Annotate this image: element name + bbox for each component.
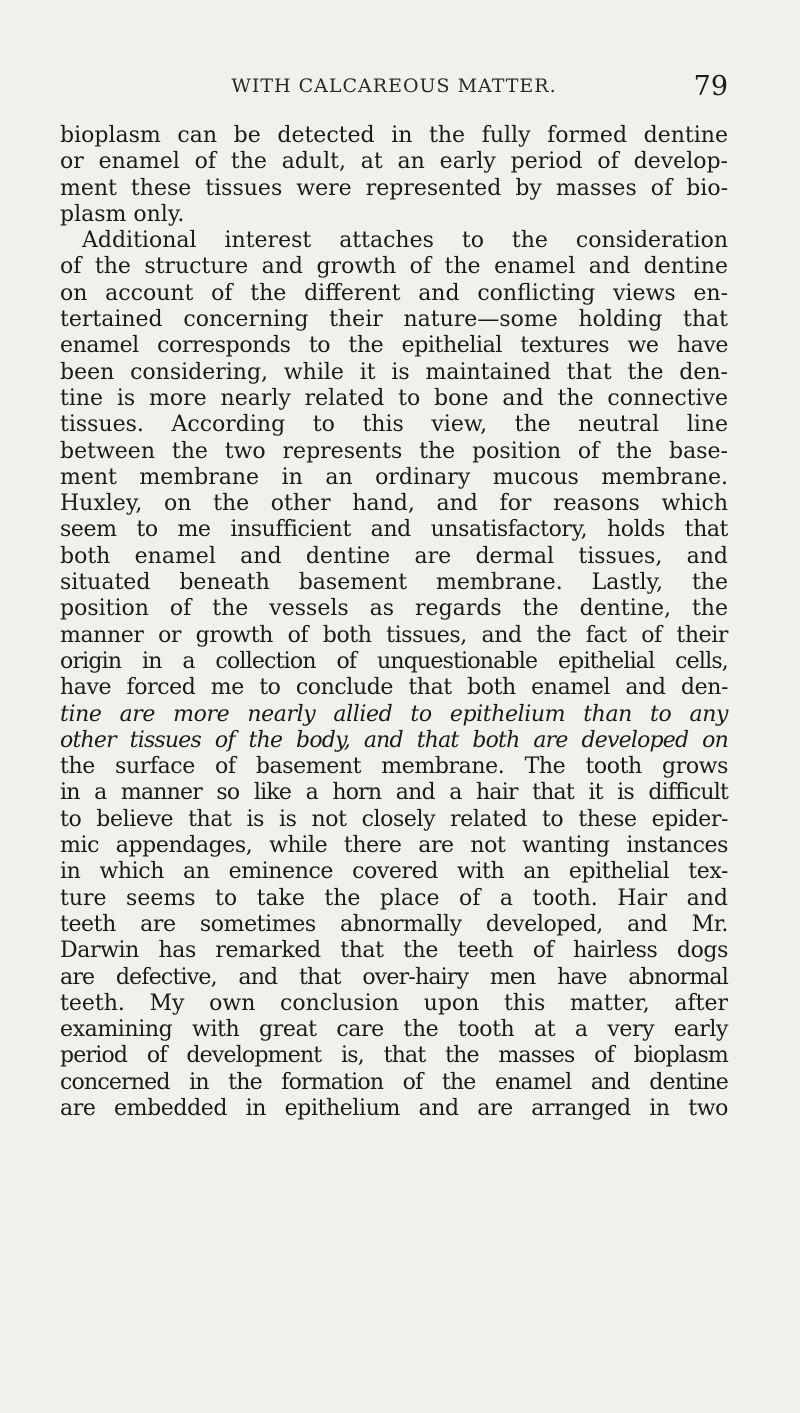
text-line: period of development is, that the masses of bioplasm bbox=[60, 1043, 728, 1069]
text-line: are defective, and that over-hairy men have abnormal bbox=[60, 964, 728, 990]
text-line: mic appendages, while there are not wanting instances bbox=[60, 833, 728, 859]
text-line: on account of the different and conflicting views en- bbox=[60, 280, 728, 306]
text-line: in which an eminence covered with an epithelial tex- bbox=[60, 859, 728, 885]
text-line: are embedded in epithelium and are arranged in two bbox=[60, 1095, 728, 1121]
text-line: position of the vessels as regards the dentine, the bbox=[60, 596, 728, 622]
running-head: WITH CALCAREOUS MATTER. bbox=[231, 75, 557, 97]
text-line: Darwin has remarked that the teeth of hairless dogs bbox=[60, 938, 728, 964]
text-line: enamel corresponds to the epithelial textures we have bbox=[60, 333, 728, 359]
text-line: the surface of basement membrane. The tooth grows bbox=[60, 754, 728, 780]
text-line: bioplasm can be detected in the fully formed dentine bbox=[60, 123, 728, 148]
text-line: plasm only. bbox=[60, 201, 185, 227]
text-line: or enamel of the adult, at an early period of develop- bbox=[60, 149, 728, 175]
text-line: seem to me insufficient and unsatisfactory, holds that bbox=[60, 517, 728, 543]
text-line: of the structure and growth of the enamel and dentine bbox=[60, 254, 728, 280]
text-line: origin in a collection of unquestionable epithelial cells, bbox=[60, 648, 728, 674]
text-line: tissues. According to this view, the neutral line bbox=[60, 412, 728, 438]
text-line: in a manner so like a horn and a hair that it is difficult bbox=[60, 780, 728, 806]
text-line: ture seems to take the place of a tooth. Hair and bbox=[60, 885, 728, 911]
text-line: manner or growth of both tissues, and the fact of their bbox=[60, 622, 728, 648]
page-header bbox=[60, 71, 728, 115]
text-line: other tissues of the body, and that both are developed on bbox=[60, 727, 728, 753]
text-line: to believe that is is not closely related to these epider- bbox=[60, 806, 728, 832]
text-line: between the two represents the position of the base- bbox=[60, 438, 728, 464]
paragraph-start-line: Additional interest attaches to the consideration bbox=[82, 228, 728, 254]
text-line: examining with great care the tooth at a very early bbox=[60, 1017, 728, 1043]
text-line: teeth are sometimes abnormally developed, and Mr. bbox=[60, 911, 728, 937]
page-number: 79 bbox=[693, 71, 728, 102]
text-line: tertained concerning their nature—some holding that bbox=[60, 307, 728, 333]
text-line: tine are more nearly allied to epithelium than to any bbox=[60, 701, 728, 727]
body-text bbox=[60, 123, 728, 1122]
text-line: tine is more nearly related to bone and the connective bbox=[60, 385, 728, 411]
text-line: situated beneath basement membrane. Lastly, the bbox=[60, 570, 728, 596]
text-line: concerned in the formation of the enamel and dentine bbox=[60, 1069, 728, 1095]
text-line: both enamel and dentine are dermal tissues, and bbox=[60, 543, 728, 569]
text-line: been considering, while it is maintained that the den- bbox=[60, 359, 728, 385]
text-line: teeth. My own conclusion upon this matter, after bbox=[60, 990, 728, 1016]
text-line: ment these tissues were represented by masses of bio- bbox=[60, 175, 728, 201]
text-line: have forced me to conclude that both enamel and den- bbox=[60, 675, 728, 701]
text-line: Huxley, on the other hand, and for reasons which bbox=[60, 491, 728, 517]
text-line: ment membrane in an ordinary mucous membrane. bbox=[60, 464, 728, 490]
